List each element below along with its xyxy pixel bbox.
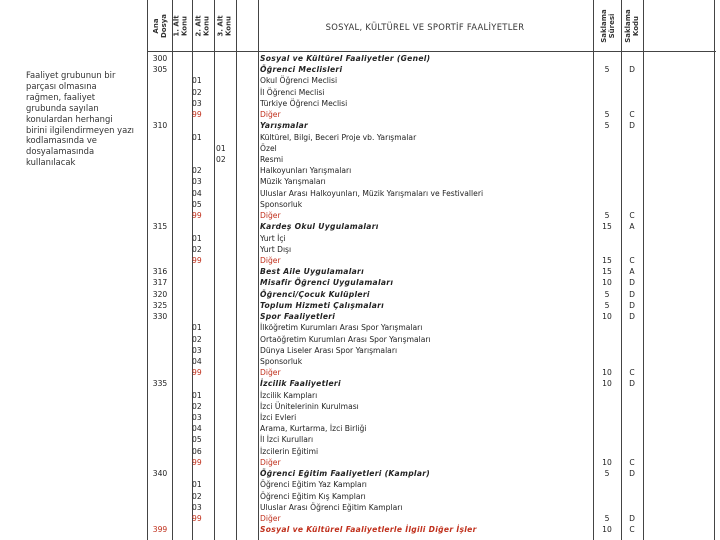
description: Okul Öğrenci Meclisi	[260, 76, 338, 86]
description: Sosyal ve Kültürel Faaliyetlerle İlgili Diğer İşler	[260, 525, 477, 535]
saklama-kodu: C	[629, 457, 635, 467]
header-ana-dosya: Ana Dosya	[152, 13, 169, 39]
side-note: Faaliyet grubunun bir parçası olmasına rağmen, faaliyet grubunda sayılan konulardan herhangi birini ilgilendirmeyen yazı kodlamasında ve dosyalamasında kullanılacak	[26, 70, 134, 168]
ana-dosya-code: 340	[152, 469, 168, 479]
table-row	[148, 53, 716, 65]
description: Arama, Kurtarma, İzci Birliği	[260, 424, 367, 434]
ana-dosya-code: 305	[152, 65, 168, 75]
description: Uluslar Arası Öğrenci Eğitim Kampları	[260, 502, 403, 512]
description: Öğrenci Eğitim Faaliyetleri (Kamplar)	[260, 469, 431, 479]
table-row	[148, 457, 716, 469]
table-row	[148, 378, 716, 390]
alt1-code: 03	[192, 345, 202, 355]
description: İzcilerin Eğitimi	[260, 446, 319, 456]
description: Yurt Dışı	[260, 244, 292, 254]
table-row	[148, 434, 716, 446]
table-row	[148, 221, 716, 233]
saklama-suresi: 15	[602, 222, 612, 232]
description: Misafir Öğrenci Uygulamaları	[260, 278, 394, 288]
alt1-code: 01	[192, 233, 202, 243]
table-row	[148, 423, 716, 435]
table-row	[148, 120, 716, 132]
ana-dosya-code: 317	[152, 278, 168, 288]
saklama-kodu: C	[629, 525, 635, 535]
saklama-suresi: 5	[604, 289, 610, 299]
alt1-code: 99	[192, 110, 202, 120]
table-row	[148, 390, 716, 402]
table-row	[148, 143, 716, 155]
saklama-suresi: 5	[604, 110, 610, 120]
description: Öğrenci Eğitim Yaz Kampları	[260, 480, 367, 490]
alt1-code: 99	[192, 368, 202, 378]
table-row	[148, 98, 716, 110]
table-row	[148, 345, 716, 357]
description: Özel	[260, 143, 277, 153]
table-row	[148, 266, 716, 278]
table-row	[148, 289, 716, 301]
table-row	[148, 412, 716, 424]
alt2-code: 01	[216, 143, 226, 153]
alt1-code: 01	[192, 390, 202, 400]
saklama-suresi: 15	[602, 267, 612, 277]
saklama-suresi: 5	[604, 65, 610, 75]
saklama-suresi: 10	[602, 368, 612, 378]
alt2-code: 02	[216, 154, 226, 164]
alt1-code: 01	[192, 323, 202, 333]
alt1-code: 99	[192, 211, 202, 221]
table-row	[148, 502, 716, 514]
saklama-kodu: D	[629, 514, 635, 524]
saklama-suresi: 10	[602, 278, 612, 288]
description: Diğer	[260, 514, 281, 524]
table-row	[148, 277, 716, 289]
description: Öğrenci Meclisleri	[260, 65, 343, 75]
table-row	[148, 356, 716, 368]
alt1-code: 99	[192, 457, 202, 467]
table-row	[148, 255, 716, 267]
table-row	[148, 176, 716, 188]
table-row	[148, 233, 716, 245]
description: Diğer	[260, 211, 281, 221]
description: Halkoyunları Yarışmaları	[260, 166, 352, 176]
saklama-kodu: C	[629, 110, 635, 120]
table-row	[148, 322, 716, 334]
table-row	[148, 367, 716, 379]
saklama-kodu: D	[629, 65, 635, 75]
table-row	[148, 244, 716, 256]
classification-table	[147, 0, 715, 540]
description: İzcilik Faaliyetleri	[260, 379, 341, 389]
alt1-code: 02	[192, 166, 202, 176]
saklama-suresi: 10	[602, 312, 612, 322]
description: Toplum Hizmeti Çalışmaları	[260, 300, 385, 310]
alt1-code: 02	[192, 401, 202, 411]
table-row	[148, 87, 716, 99]
alt1-code: 03	[192, 413, 202, 423]
alt1-code: 01	[192, 132, 202, 142]
description: Kardeş Okul Uygulamaları	[260, 222, 379, 232]
description: Diğer	[260, 255, 281, 265]
table-row	[148, 210, 716, 222]
header-saklama-suresi: Saklama Süresi	[600, 9, 616, 43]
saklama-kodu: D	[629, 379, 635, 389]
saklama-kodu: C	[629, 211, 635, 221]
ana-dosya-code: 335	[152, 379, 168, 389]
table-row	[148, 468, 716, 480]
alt1-code: 05	[192, 435, 202, 445]
saklama-suresi: 5	[604, 300, 610, 310]
saklama-kodu: D	[629, 278, 635, 288]
ana-dosya-code: 399	[152, 525, 168, 535]
description: Diğer	[260, 110, 281, 120]
description: Ortaöğretim Kurumları Arası Spor Yarışmaları	[260, 334, 431, 344]
description: Spor Faaliyetleri	[260, 312, 336, 322]
table-row	[148, 334, 716, 346]
table-row	[148, 311, 716, 323]
alt1-code: 04	[192, 424, 202, 434]
table-row	[148, 446, 716, 458]
table-row	[148, 524, 716, 536]
description: Yarışmalar	[260, 121, 309, 131]
table-row	[148, 513, 716, 525]
saklama-suresi: 10	[602, 457, 612, 467]
ana-dosya-code: 330	[152, 312, 168, 322]
alt1-code: 03	[192, 177, 202, 187]
saklama-suresi: 5	[604, 469, 610, 479]
alt1-code: 04	[192, 356, 202, 366]
saklama-kodu: D	[629, 300, 635, 310]
alt1-code: 05	[192, 199, 202, 209]
description: Sosyal ve Kültürel Faaliyetler (Genel)	[260, 54, 431, 63]
header-saklama-kodu: Saklama Kodu	[624, 9, 640, 43]
alt1-code: 02	[192, 244, 202, 254]
saklama-suresi: 10	[602, 525, 612, 535]
table-row	[148, 479, 716, 491]
table-row	[148, 154, 716, 166]
saklama-kodu: A	[629, 267, 635, 277]
saklama-suresi: 15	[602, 255, 612, 265]
description: İzci Evleri	[260, 413, 297, 423]
ana-dosya-code: 316	[152, 267, 168, 277]
alt1-code: 01	[192, 480, 202, 490]
alt1-code: 99	[192, 255, 202, 265]
header-alt2: 2. Alt Konu	[194, 15, 211, 37]
table-row	[148, 300, 716, 312]
description: İzcilik Kampları	[260, 390, 318, 400]
saklama-suresi: 5	[604, 211, 610, 221]
table-row	[148, 199, 716, 211]
saklama-kodu: D	[629, 289, 635, 299]
description: Dünya Liseler Arası Spor Yarışmaları	[260, 345, 398, 355]
description: Öğrenci Eğitim Kış Kampları	[260, 491, 366, 501]
ana-dosya-code: 310	[152, 121, 168, 131]
description: Müzik Yarışmaları	[260, 177, 326, 187]
description: Uluslar Arası Halkoyunları, Müzik Yarışmaları ve Festivalleri	[260, 188, 484, 198]
ana-dosya-code: 325	[152, 300, 168, 310]
saklama-kodu: D	[629, 121, 635, 131]
saklama-kodu: C	[629, 368, 635, 378]
description: Yurt İçi	[260, 233, 286, 243]
header-bottom-line	[148, 51, 716, 52]
alt1-code: 02	[192, 491, 202, 501]
alt1-code: 03	[192, 502, 202, 512]
table-row	[148, 64, 716, 76]
table-row	[148, 132, 716, 144]
description: Best Aile Uygulamaları	[260, 267, 365, 277]
description: Sponsorluk	[260, 356, 303, 366]
description: İzci Ünitelerinin Kurulması	[260, 401, 359, 411]
table-row	[148, 75, 716, 87]
ana-dosya-code: 300	[152, 54, 168, 63]
alt1-code: 99	[192, 514, 202, 524]
table-row	[148, 401, 716, 413]
alt1-code: 03	[192, 98, 202, 108]
table-row	[148, 491, 716, 503]
alt1-code: 02	[192, 334, 202, 344]
ana-dosya-code: 315	[152, 222, 168, 232]
saklama-kodu: A	[629, 222, 635, 232]
description: Kültürel, Bilgi, Beceri Proje vb. Yarışmalar	[260, 132, 417, 142]
table-row	[148, 165, 716, 177]
table-title: SOSYAL, KÜLTÜREL VE SPORTİF FAALİYETLER	[325, 22, 525, 32]
alt1-code: 06	[192, 446, 202, 456]
saklama-kodu: D	[629, 469, 635, 479]
description: Öğrenci/Çocuk Kulüpleri	[260, 289, 370, 299]
alt1-code: 04	[192, 188, 202, 198]
header-alt3: 3. Alt Konu	[216, 15, 233, 37]
alt1-code: 01	[192, 76, 202, 86]
saklama-suresi: 5	[604, 514, 610, 524]
description: Türkiye Öğrenci Meclisi	[260, 98, 348, 108]
description: İl Öğrenci Meclisi	[260, 87, 325, 97]
saklama-suresi: 10	[602, 379, 612, 389]
description: İlköğretim Kurumları Arası Spor Yarışmaları	[260, 323, 423, 333]
saklama-suresi: 5	[604, 121, 610, 131]
header-alt1: 1. Alt Konu	[172, 15, 189, 37]
description: Sponsorluk	[260, 199, 303, 209]
table-row	[148, 109, 716, 121]
ana-dosya-code: 320	[152, 289, 168, 299]
description: Diğer	[260, 457, 281, 467]
saklama-kodu: D	[629, 312, 635, 322]
table-row	[148, 188, 716, 200]
saklama-kodu: C	[629, 255, 635, 265]
description: Resmi	[260, 154, 284, 164]
alt1-code: 02	[192, 87, 202, 97]
description: İl İzci Kurulları	[260, 435, 314, 445]
description: Diğer	[260, 368, 281, 378]
